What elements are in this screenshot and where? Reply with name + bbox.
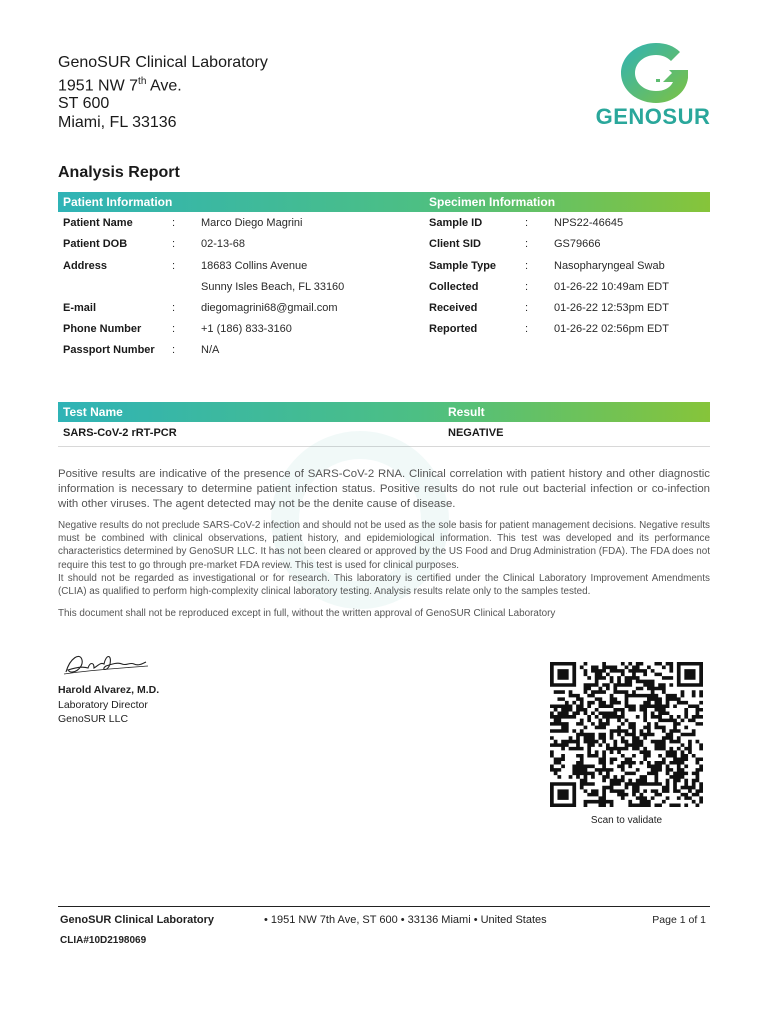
separator: : [525,260,529,272]
footer-lab-name: GenoSUR Clinical Laboratory [60,914,215,926]
patient-dob-label: Patient DOB [63,238,128,250]
phone-value: +1 (186) 833-3160 [201,323,292,335]
collected-label: Collected [429,281,479,293]
client-sid-value: GS79666 [554,238,601,250]
result-header: Result [448,405,485,419]
separator: : [172,217,176,229]
separator: : [172,344,176,356]
test-name-value: SARS-CoV-2 rRT-PCR [63,427,177,439]
sample-id-label: Sample ID [429,217,483,229]
positive-results-note: Positive results are indicative of the presence of SARS-CoV-2 RNA. Clinical correlation with patient history and other diagnostic information is necessary to determine patient infection status. Positive results do not rule out bacterial infection or co-infection with other viruses. The agent detected may not be the denite cause of disease. [58,468,710,510]
test-header-bar [58,402,710,422]
signer-name [58,683,159,698]
test-result-value: NEGATIVE [448,427,504,439]
sample-type-value: Nasopharyngeal Swab [554,260,665,272]
qr-caption: Scan to validate [590,815,663,826]
specimen-info-header: Specimen Information [429,195,556,209]
lab-address-block [58,54,268,132]
passport-label: Passport Number [63,344,155,356]
separator: : [525,323,529,335]
clia-certification-text: It should not be regarded as investigational or for research. This laboratory is certified under the Clinical Laboratory Improvement Amendments (CLIA) as qualified to perform high-complexity clinical laboratory testing. Analysis results relate only to the samples tested. [58,572,710,598]
sample-id-value: NPS22-46645 [554,217,624,229]
separator: : [172,260,176,272]
address-line1-value: 18683 Collins Avenue [201,260,308,272]
address-line2-value: Sunny Isles Beach, FL 33160 [201,281,345,293]
qr-modules [550,662,703,807]
signature-icon [60,648,150,680]
client-sid-label: Client SID [429,238,481,250]
lab-name: GenoSUR Clinical Laboratory [58,54,268,71]
footer-divider [58,906,710,907]
email-label: E-mail [63,302,97,314]
lab-address-line1 [58,73,268,96]
patient-dob-value: 02-13-68 [201,238,246,250]
patient-name-label: Patient Name [63,217,133,229]
passport-value: N/A [201,344,220,356]
footer-page-number: Page 1 of 1 [652,914,706,926]
patient-info-header: Patient Information [63,195,173,209]
qr-code-icon[interactable] [550,662,703,807]
negative-results-text: Negative results do not preclude SARS-CoV-2 infection and should not be used as the sole basis for patient management decisions. Negative results must be combined with clinical observations, patient history, and epidemiological information. This test was developed and its performance characteristics determined by GenoSUR LLC. It has not been cleared or approved by the US Food and Drug Administration (FDA). The FDA does not require this test to go through pre-market FDA review. This test is used for clinical purposes. [58,520,710,571]
separator: : [525,281,529,293]
genosur-logo-icon [594,40,712,132]
report-title: Analysis Report [58,164,180,181]
reported-label: Reported [429,323,478,335]
footer-address: • 1951 NW 7th Ave, ST 600 • 33136 Miami • United States [264,914,547,926]
negative-results-note [58,519,710,598]
lab-address-line3: Miami, FL 33136 [58,113,177,131]
lab-address-line2: ST 600 [58,95,110,113]
collected-value: 01-26-22 10:49am EDT [554,281,669,293]
phone-label: Phone Number [63,323,142,335]
info-header-bar [58,192,710,212]
separator: : [172,323,176,335]
signer-name-text: Harold Alvarez, M.D. [58,684,160,696]
signer-org: GenoSUR LLC [58,713,129,725]
sample-type-label: Sample Type [429,260,497,272]
signer-block [58,683,159,727]
reproduction-notice: This document shall not be reproduced except in full, without the written approval of GenoSUR Clinical Laboratory [58,608,556,619]
address-label: Address [63,260,108,272]
logo-wordmark: GENOSUR [595,104,711,129]
reported-value: 01-26-22 02:56pm EDT [554,323,669,335]
lab-address-street: 1951 NW 7 [58,76,139,94]
test-name-header: Test Name [63,405,123,419]
lab-address-ordinal: th [138,75,147,87]
separator: : [525,217,529,229]
separator: : [172,238,176,250]
footer-clia: CLIA#10D2198069 [60,935,147,946]
received-label: Received [429,302,478,314]
signer-title: Laboratory Director [58,698,148,711]
lab-address-suffix: Ave. [146,76,182,94]
separator: : [172,302,176,314]
separator: : [525,238,529,250]
patient-name-value: Marco Diego Magrini [201,217,303,229]
received-value: 01-26-22 12:53pm EDT [554,302,669,314]
email-value: diegomagrini68@gmail.com [201,302,338,314]
separator: : [525,302,529,314]
